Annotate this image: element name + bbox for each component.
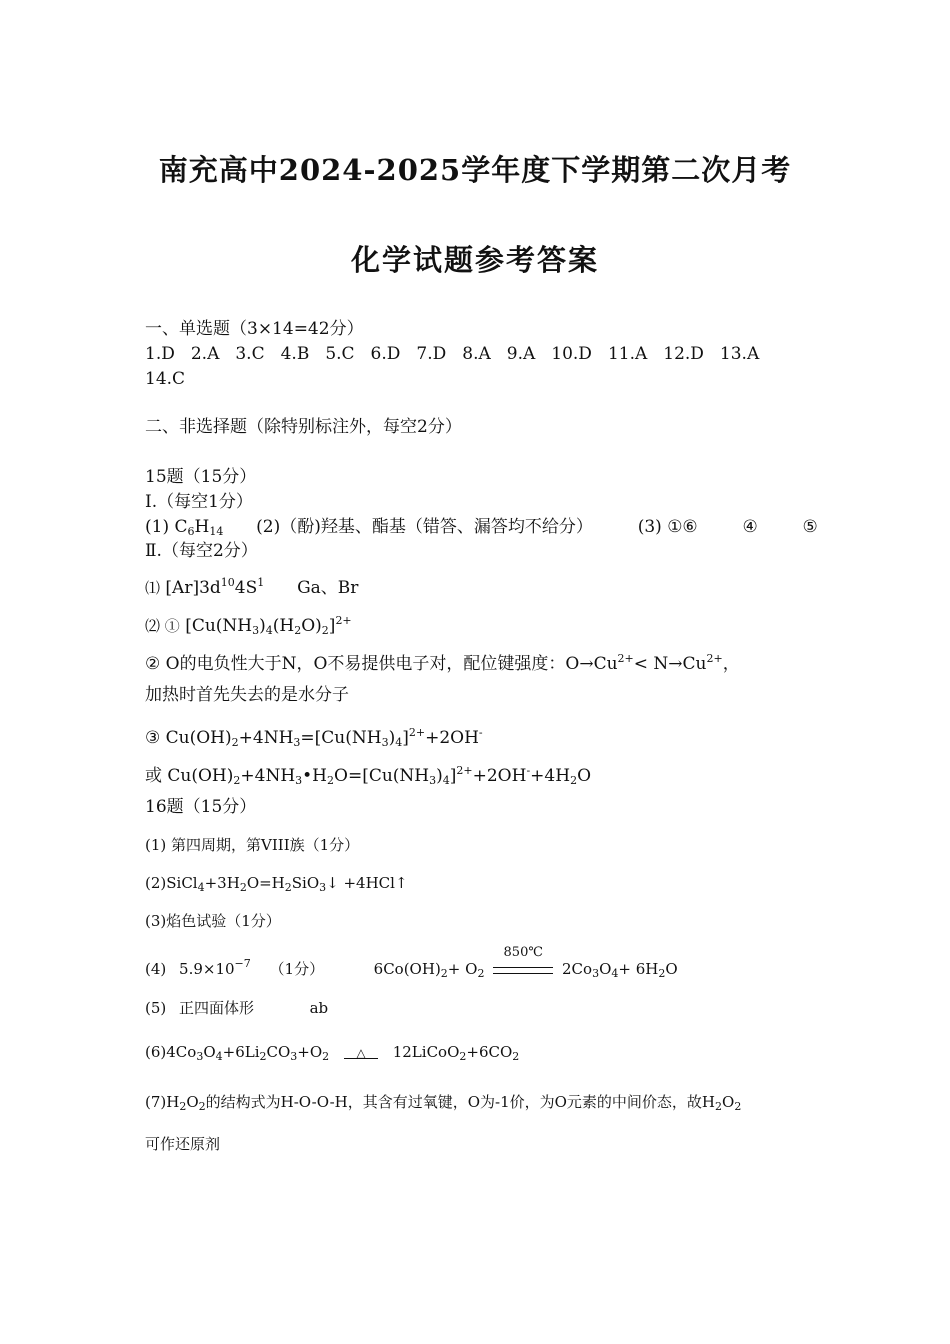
q15-p2-2-c: ③ $Cu(OH)_2+4NH_3=[Cu(NH_3)_4]^{2+}+2OH^-$ [145,726,483,749]
q16-line-1: (1) 第四周期，第VIII族（1分） [145,836,360,854]
q15-part1-answers [145,516,818,543]
page-title: 南充高中2024-2025学年度下学期第二次月考 [158,153,792,187]
complex-ion-formula: $[Cu(NH_3)_4(H_2O)_2]^{2+}$ [185,614,352,637]
q16-line-7-cont: 可作还原剂 [145,1135,221,1153]
q16-line-7: $(7)H_2O_2$的结构式为H-O-O-H，其含有过氧键，O为-1价，为O元素的中间价态，故$H_2O_2$ [145,1093,742,1113]
q16-heading: 16题（15分） [145,797,257,817]
q15-p1-3-b: ④ [742,517,758,537]
mc-answer: 4.B [280,344,310,364]
mc-answer: 8.A [462,344,491,364]
mc-answer: 6.D [370,344,401,364]
mc-answer: 1.D [145,344,175,364]
equation-2: 或 $Cu(OH)_2+4NH_3•H_2O=[Cu(NH_3)_4]^{2+}+2OH^-+4H_2O$ [145,764,591,787]
q16-eq6-left: $(6)4Co_3O_4+6Li_2CO_3+O_2$ [145,1043,330,1063]
section1-heading: 一、单选题（3×14=42分） [145,319,364,339]
page-subtitle: 化学试题参考答案 [350,243,599,277]
mc-answer-14: 14.C [145,369,186,389]
q16-eq4-right: $2Co_3O_4+ 6H_2O$ [562,960,678,980]
q16-line-6 [145,1041,519,1068]
ksp-value: $5.9\times 10^{-7}$ [179,957,251,978]
equation-1: $Cu(OH)_2+4NH_3=[Cu(NH_3)_4]^{2+}+2OH^-$ [165,726,483,749]
mc-answer: 13.A [719,344,760,364]
electron-configuration: $[Ar]3d^{10}4S^1$ [165,576,265,598]
reaction-condition-arrow: 850℃ [489,958,557,980]
q16-line-3: (3)焰色试验（1分） [145,912,281,930]
q16-line-5: (5) 正四面体形 ab [145,999,329,1017]
q15-p1-3-a: ①⑥ [667,517,698,537]
q15-p2-2-b-line2: 加热时首先失去的是水分子 [145,685,349,705]
mc-answer: 2.A [190,344,220,364]
q15-p1-1-formula: $C_6H_{14}$ [174,517,224,538]
section2-heading: 二、非选择题（除特别标注外，每空2分） [145,417,462,437]
q15-p1-3-c: ⑤ [802,517,818,537]
q16-eq6-right: $12LiCoO_2+6CO_2$ [392,1043,520,1063]
q16-line-2: $(2)SiCl_4+3H_2O=H_2SiO_3↓$ +4HCl↑ [145,874,408,894]
mc-answer: 12.D [663,344,704,364]
q16-line-4: (4) $5.9\times 10^{-7}$ （1分） $6Co(OH)_2+ O_2$ 850℃ $2Co_3O_4+ 6H_2O$ [145,945,678,980]
q15-p2-2-b: ② O的电负性大于N，O不易提供电子对，配位键强度：$O\to Cu^{2+}< N\to Cu^{2+}$， [145,652,740,674]
mc-answer-row [145,343,759,365]
q15-p2-2-a: ⑵ ① $[Cu(NH_3)_4(H_2O)_2]^{2+}$ [145,614,352,637]
q15-part1-heading: Ⅰ.（每空1分） [145,492,253,512]
q16-eq4-left: $6Co(OH)_2+ O_2$ [373,960,485,980]
q15-heading: 15题（15分） [145,467,257,487]
mc-answer: 5.C [325,344,355,364]
mc-answer: 9.A [506,344,536,364]
mc-answer: 3.C [235,344,265,364]
heating-condition-arrow: △ [344,1048,378,1059]
q15-p2-1-elements: Ga、Br [297,578,359,598]
mc-answer: 7.D [416,344,447,364]
mc-answer: 10.D [551,344,592,364]
q15-p1-3-label: (3) [637,517,662,537]
q15-p2-1: ⑴ $[Ar]3d^{10}4S^1$ Ga、Br [145,576,359,598]
q15-p1-1-label: (1) [145,517,170,537]
mc-answer: 11.A [607,344,648,364]
q15-p1-2-answer: (2)（酚)羟基、酯基（错答、漏答均不给分） [256,517,593,537]
q15-part2-heading: Ⅱ.（每空2分） [145,541,258,561]
